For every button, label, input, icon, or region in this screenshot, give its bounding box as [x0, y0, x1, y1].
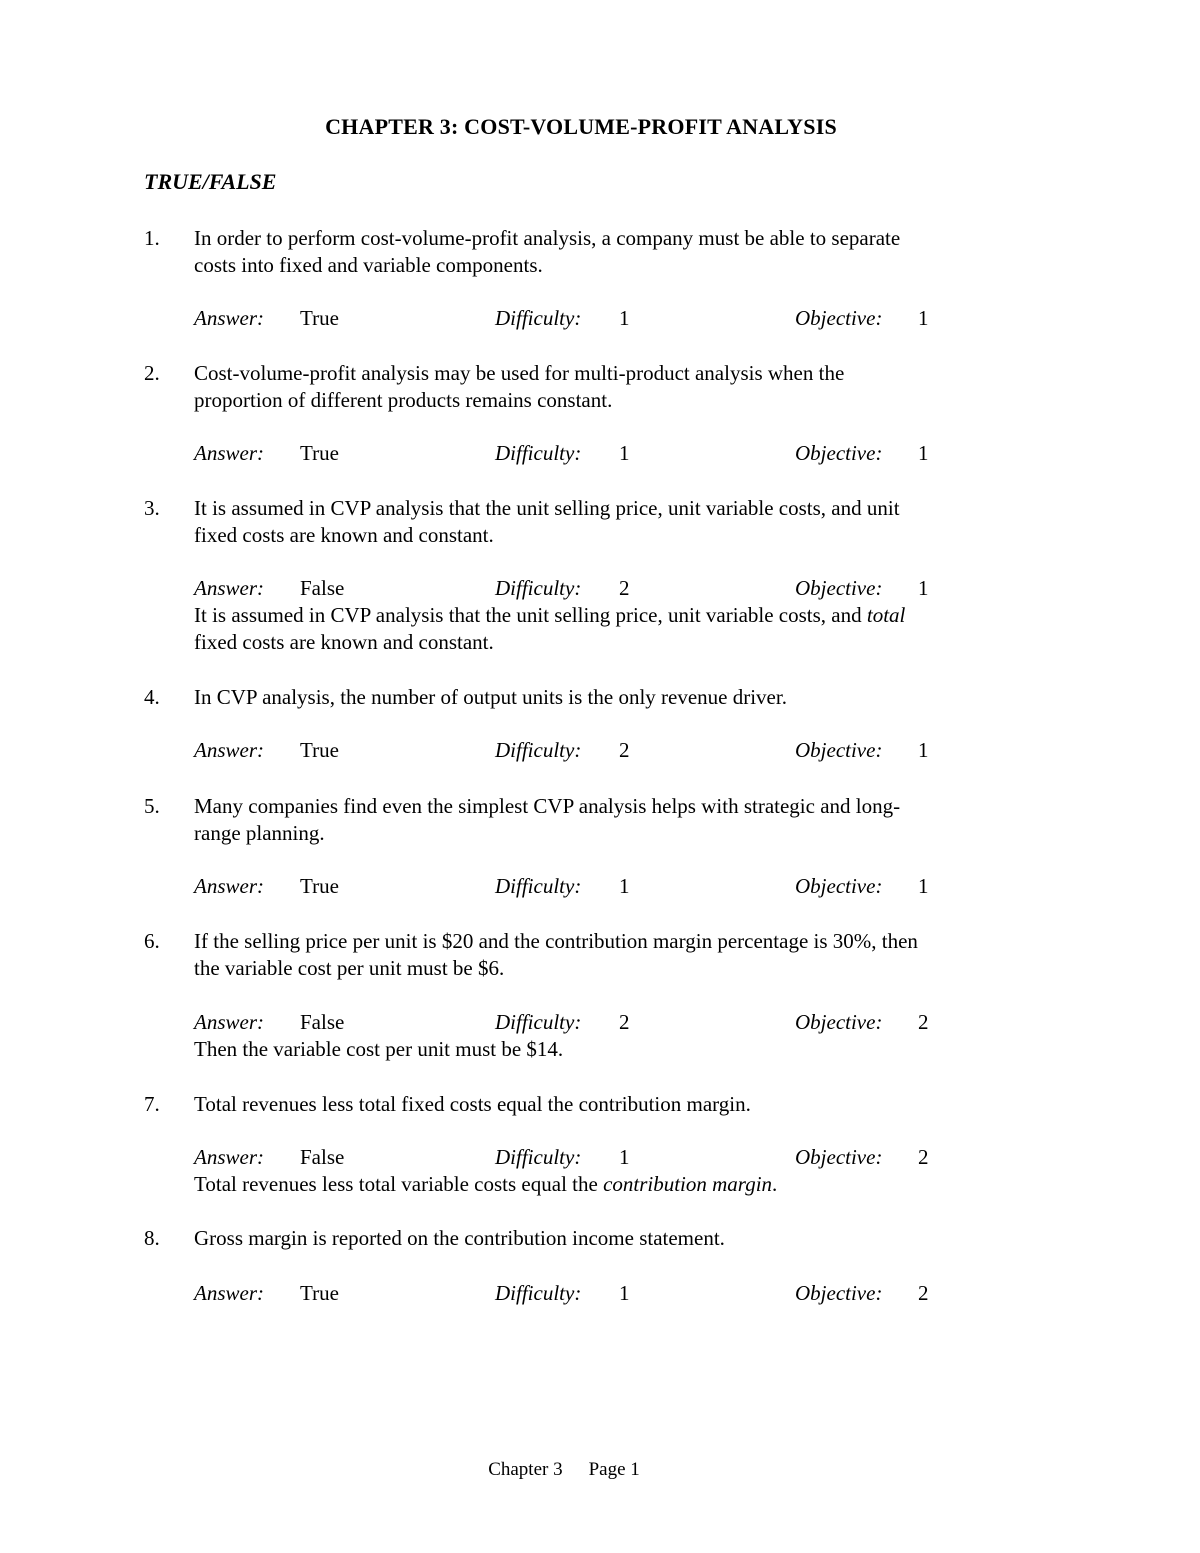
difficulty-label: Difficulty: [495, 1010, 582, 1034]
question-number: 8. [144, 1226, 160, 1250]
answer-value: True [300, 874, 339, 898]
question-text: Cost-volume-profit analysis may be used for multi-product analysis when the proportion of different products remains constant. [194, 361, 845, 412]
objective-value: 1 [918, 738, 929, 762]
chapter-title: CHAPTER 3: COST-VOLUME-PROFIT ANALYSIS [325, 114, 837, 139]
answer-value: True [300, 441, 339, 465]
objective-value: 2 [918, 1145, 929, 1169]
explanation-text: It is assumed in CVP analysis that the unit selling price, unit variable costs, and [194, 603, 867, 627]
objective-value: 1 [918, 874, 929, 898]
difficulty-label: Difficulty: [495, 874, 582, 898]
footer-chapter: Chapter 3 [488, 1459, 563, 1480]
difficulty-value: 1 [619, 441, 630, 465]
page-footer [0, 1459, 1128, 1481]
answer-row-3 [0, 575, 1200, 602]
section-heading: TRUE/FALSE [144, 169, 277, 194]
objective-label: Objective: [795, 738, 883, 762]
objective-label: Objective: [795, 306, 883, 330]
explanation-text: Total revenues less total variable costs equal the [194, 1172, 604, 1196]
answer-explanation-6: Then the variable cost per unit must be $14. [194, 1037, 564, 1061]
answer-label: Answer: [194, 1145, 264, 1169]
answer-label: Answer: [194, 576, 264, 600]
answer-label: Answer: [194, 441, 264, 465]
explanation-emphasis: total [866, 603, 906, 627]
difficulty-value: 1 [619, 1281, 630, 1305]
question-number: 5. [144, 794, 160, 818]
answer-value: False [300, 1145, 345, 1169]
difficulty-value: 2 [619, 576, 630, 600]
difficulty-label: Difficulty: [495, 738, 582, 762]
objective-label: Objective: [795, 576, 883, 600]
difficulty-label: Difficulty: [495, 306, 582, 330]
explanation-text: fixed costs are known and constant. [194, 630, 494, 654]
answer-explanation-3 [194, 602, 1024, 656]
difficulty-value: 1 [619, 874, 630, 898]
objective-value: 1 [918, 441, 929, 465]
explanation-text: . [772, 1172, 778, 1196]
answer-row-2 [0, 440, 1200, 467]
answer-label: Answer: [194, 306, 264, 330]
question-text: Gross margin is reported on the contribution income statement. [194, 1226, 725, 1250]
answer-row-6 [0, 1009, 1200, 1036]
explanation-emphasis: contribution margin [603, 1172, 773, 1196]
difficulty-value: 2 [619, 738, 630, 762]
question-number: 1. [144, 226, 160, 250]
question-text: If the selling price per unit is $20 and the contribution margin percentage is 30%, then the variable cost per unit must be $6. [194, 929, 918, 980]
answer-row-5 [0, 873, 1200, 900]
difficulty-value: 1 [619, 306, 630, 330]
question-number: 3. [144, 496, 160, 520]
answer-row-7 [0, 1144, 1200, 1171]
answer-row-1 [0, 305, 1200, 332]
question-text: In CVP analysis, the number of output units is the only revenue driver. [194, 685, 787, 709]
answer-value: True [300, 738, 339, 762]
question-text: It is assumed in CVP analysis that the unit selling price, unit variable costs, and unit fixed costs are known and constant. [194, 496, 900, 547]
answer-value: False [300, 576, 345, 600]
objective-label: Objective: [795, 1281, 883, 1305]
difficulty-label: Difficulty: [495, 441, 582, 465]
question-number: 2. [144, 361, 160, 385]
objective-label: Objective: [795, 874, 883, 898]
answer-label: Answer: [194, 1010, 264, 1034]
answer-label: Answer: [194, 874, 264, 898]
question-text: Total revenues less total fixed costs equal the contribution margin. [194, 1092, 751, 1116]
answer-value: True [300, 306, 339, 330]
question-number: 4. [144, 685, 160, 709]
objective-value: 1 [918, 576, 929, 600]
answer-value: True [300, 1281, 339, 1305]
objective-value: 2 [918, 1010, 929, 1034]
answer-row-4 [0, 737, 1200, 764]
answer-label: Answer: [194, 738, 264, 762]
difficulty-value: 2 [619, 1010, 630, 1034]
question-text: In order to perform cost-volume-profit analysis, a company must be able to separate costs into fixed and variable components. [194, 226, 901, 277]
difficulty-label: Difficulty: [495, 576, 582, 600]
question-number: 6. [144, 929, 160, 953]
answer-explanation-7 [194, 1171, 1024, 1198]
objective-label: Objective: [795, 1145, 883, 1169]
footer-page-number: Page 1 [588, 1459, 640, 1480]
objective-label: Objective: [795, 1010, 883, 1034]
objective-label: Objective: [795, 441, 883, 465]
difficulty-label: Difficulty: [495, 1145, 582, 1169]
question-number: 7. [144, 1092, 160, 1116]
answer-row-8 [0, 1280, 1200, 1307]
answer-label: Answer: [194, 1281, 264, 1305]
objective-value: 1 [918, 306, 929, 330]
answer-value: False [300, 1010, 345, 1034]
question-text: Many companies find even the simplest CVP analysis helps with strategic and long- range planning. [194, 794, 901, 845]
difficulty-label: Difficulty: [495, 1281, 582, 1305]
difficulty-value: 1 [619, 1145, 630, 1169]
objective-value: 2 [918, 1281, 929, 1305]
